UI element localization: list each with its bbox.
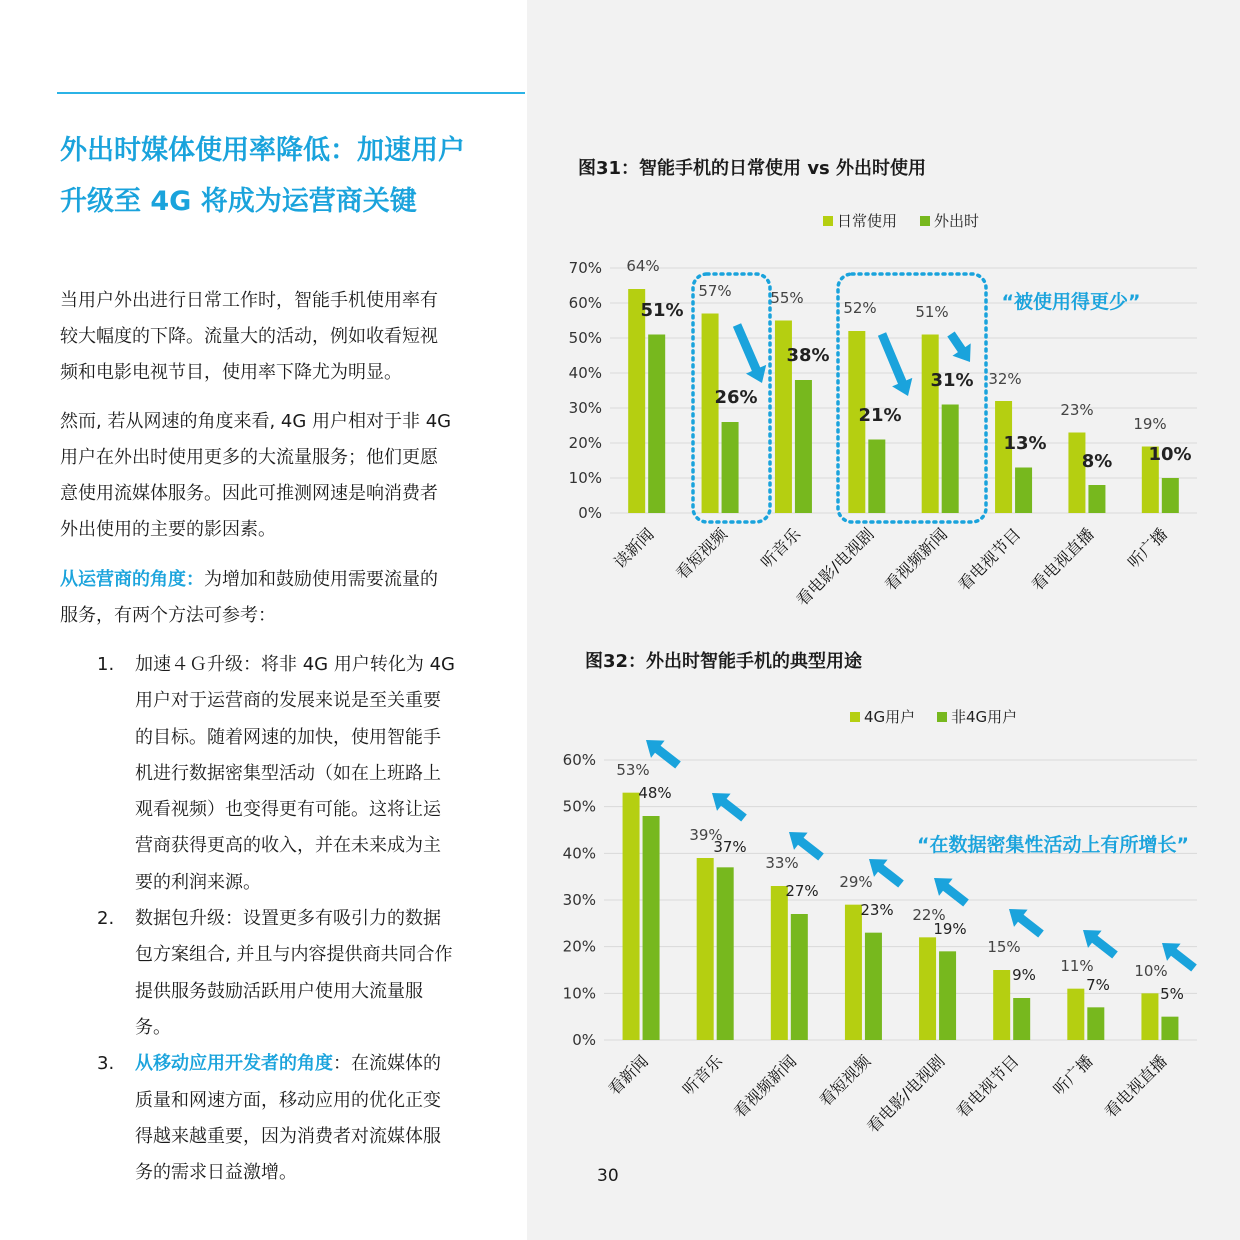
data-label: 5% (1160, 985, 1184, 1003)
data-label: 10% (1134, 962, 1168, 980)
data-label: 33% (765, 854, 799, 872)
bar-非4G用户 (717, 867, 734, 1040)
bar-非4G用户 (1087, 1007, 1104, 1040)
list-line: 务。 (135, 1016, 171, 1038)
data-label: 8% (1081, 451, 1113, 472)
data-label: 32% (988, 370, 1022, 388)
legend-swatch (937, 712, 947, 722)
bar-非4G用户 (643, 816, 660, 1040)
paragraph-line: 较大幅度的下降。流量大的活动，例如收看短视 (60, 326, 438, 347)
arrow-icon (934, 878, 969, 907)
category-label: 看视频新闻 (730, 1051, 801, 1122)
data-label: 10% (1148, 444, 1192, 465)
list-number: 1. (97, 654, 115, 675)
heading-rule (57, 92, 525, 94)
category-label: 听音乐 (756, 524, 805, 572)
category-label: 听广播 (1049, 1051, 1097, 1099)
category-label: 看短视频 (672, 524, 731, 584)
y-tick-label: 0% (578, 504, 602, 522)
data-label: 51% (915, 303, 949, 321)
bar-非4G用户 (1013, 998, 1030, 1040)
bar-4G用户 (1067, 989, 1084, 1040)
category-label: 听音乐 (678, 1051, 727, 1099)
list-line: 营商获得更高的收入，并在未来成为主 (135, 835, 441, 857)
data-label: 9% (1012, 966, 1036, 984)
bar-日常使用 (922, 335, 939, 514)
data-label: 22% (912, 906, 946, 924)
y-tick-label: 10% (568, 469, 602, 487)
category-label: 看电视节目 (954, 524, 1025, 595)
paragraph-2 (60, 404, 510, 548)
section-heading (60, 125, 530, 227)
y-tick-label: 40% (568, 364, 602, 382)
chart-31 (527, 200, 1240, 620)
list-line: 数据包升级：设置更多有吸引力的数据 (135, 908, 441, 930)
data-label: 13% (1003, 433, 1047, 454)
y-tick-label: 40% (562, 844, 596, 863)
chart-32 (527, 695, 1240, 1140)
legend-label: 4G用户 (864, 708, 916, 726)
category-label: 看视频新闻 (881, 524, 952, 595)
bar-4G用户 (623, 793, 640, 1040)
y-tick-label: 50% (562, 797, 596, 816)
data-label: 11% (1060, 957, 1094, 975)
chart-31-title: 图31：智能手机的日常使用 vs 外出时使用 (578, 158, 927, 179)
category-label: 看电影/电视剧 (863, 1051, 949, 1137)
legend-label: 外出时 (934, 212, 980, 230)
bar-非4G用户 (865, 933, 882, 1040)
page-number: 30 (597, 1166, 619, 1186)
data-label: 27% (785, 882, 819, 900)
bar-4G用户 (993, 970, 1010, 1040)
arrow-icon (733, 323, 766, 383)
bar-非4G用户 (1161, 1017, 1178, 1040)
list-number: 2. (97, 908, 115, 930)
legend-label: 日常使用 (837, 212, 898, 230)
y-tick-label: 0% (572, 1031, 596, 1049)
list-item (97, 1046, 517, 1191)
bar-外出时 (868, 440, 885, 514)
category-label: 看短视频 (815, 1051, 875, 1111)
bar-外出时 (722, 422, 739, 513)
list-line: 务的需求日益激增。 (135, 1162, 297, 1184)
y-tick-label: 30% (562, 891, 596, 909)
category-label: 看电视直播 (1027, 524, 1098, 595)
bar-非4G用户 (939, 951, 956, 1040)
data-label: 39% (689, 826, 723, 844)
list-line: 观看视频）也变得更有可能。这将让运 (135, 799, 441, 821)
list-item (97, 647, 517, 901)
recommendation-list (97, 647, 517, 1191)
bar-4G用户 (1141, 993, 1158, 1040)
arrow-icon (878, 332, 912, 396)
category-label: 看电影/电视剧 (792, 524, 878, 610)
arrow-icon (646, 740, 681, 769)
bar-4G用户 (697, 858, 714, 1040)
list-line: 得越来越重要，因为消费者对流媒体服 (135, 1125, 441, 1147)
list-number: 3. (97, 1053, 115, 1075)
chart-annotation: “在数据密集性活动上有所增长” (917, 834, 1189, 856)
list-line: 加速４Ｇ升级：将非 4G 用户转化为 4G (135, 654, 455, 675)
list-line: 用户对于运营商的发展来说是至关重要 (135, 690, 441, 712)
paragraph-line: 频和电影电视节目，使用率下降尤为明显。 (60, 362, 402, 383)
data-label: 52% (843, 299, 877, 317)
y-tick-label: 70% (568, 259, 602, 277)
data-label: 23% (1060, 401, 1094, 419)
y-tick-label: 60% (562, 751, 596, 769)
bar-外出时 (1015, 468, 1032, 514)
paragraph-3 (60, 562, 510, 634)
legend-label: 非4G用户 (951, 708, 1018, 726)
data-label: 23% (860, 901, 894, 919)
data-label: 57% (698, 282, 732, 300)
developer-perspective-highlight: 从移动应用开发者的角度 (135, 1053, 333, 1075)
data-label: 37% (713, 838, 747, 856)
legend-swatch (850, 712, 860, 722)
paragraph-line: 当用户外出进行日常工作时，智能手机使用率有 (60, 290, 438, 311)
bar-外出时 (942, 405, 959, 514)
list-line: 质量和网速方面，移动应用的优化正变 (135, 1089, 441, 1111)
heading-line-2: 升级至 4G 将成为运营商关键 (60, 186, 417, 217)
bar-日常使用 (995, 401, 1012, 513)
list-line: 要的利润来源。 (135, 871, 261, 893)
list-item (97, 901, 517, 1046)
data-label: 31% (930, 370, 974, 391)
arrow-icon (1009, 909, 1044, 938)
data-label: 53% (616, 761, 650, 779)
legend-swatch (920, 216, 930, 226)
chart-annotation: “被使用得更少” (1001, 291, 1141, 313)
arrow-icon (712, 793, 747, 822)
y-tick-label: 20% (568, 434, 602, 452)
list-line: 机进行数据密集型活动（如在上班路上 (135, 762, 441, 784)
data-label: 29% (839, 873, 873, 891)
category-label: 看电视直播 (1100, 1051, 1171, 1122)
bar-4G用户 (845, 905, 862, 1040)
legend-swatch (823, 216, 833, 226)
data-label: 51% (640, 300, 684, 321)
bar-外出时 (1088, 485, 1105, 513)
y-tick-label: 50% (568, 329, 602, 347)
bar-日常使用 (1068, 433, 1085, 514)
bar-日常使用 (628, 289, 645, 513)
data-label: 55% (770, 289, 804, 307)
bar-外出时 (795, 380, 812, 513)
paragraph-line: 然而, 若从网速的角度来看, 4G 用户相对于非 4G (60, 411, 452, 432)
data-label: 26% (714, 387, 758, 408)
data-label: 48% (638, 784, 672, 802)
category-label: 读新闻 (610, 524, 658, 572)
paragraph-line: 用户在外出时使用更多的大流量服务；他们更愿 (60, 447, 438, 468)
paragraph-line: 意使用流媒体服务。因此可推测网速是响消费者 (60, 483, 438, 504)
paragraph-line: 外出使用的主要的影因素。 (60, 519, 276, 540)
y-tick-label: 10% (562, 984, 596, 1003)
arrow-icon (947, 332, 970, 363)
data-label: 19% (933, 920, 967, 938)
bar-外出时 (1162, 478, 1179, 513)
list-line: ：在流媒体的 (333, 1053, 441, 1075)
y-tick-label: 20% (562, 937, 596, 956)
bar-外出时 (648, 335, 665, 514)
arrow-icon (869, 859, 904, 888)
arrow-icon (1083, 930, 1118, 959)
paragraph-line: 服务，有两个方法可参考： (60, 605, 276, 626)
chart-32-title: 图32：外出时智能手机的典型用途 (585, 651, 863, 672)
data-label: 21% (858, 405, 902, 426)
bar-日常使用 (702, 314, 719, 514)
category-label: 听广播 (1123, 524, 1172, 572)
bar-4G用户 (771, 886, 788, 1040)
y-tick-label: 60% (568, 294, 602, 312)
data-label: 7% (1086, 976, 1110, 994)
data-label: 15% (987, 938, 1021, 956)
list-line: 的目标。随着网速的加快，使用智能手 (135, 726, 441, 748)
list-line: 包方案组合, 并且与内容提供商共同合作 (135, 944, 453, 966)
paragraph-1 (60, 283, 510, 391)
data-label: 38% (786, 345, 830, 366)
category-label: 看新闻 (604, 1051, 652, 1099)
heading-line-1: 外出时媒体使用率降低：加速用户 (60, 135, 465, 166)
bar-非4G用户 (791, 914, 808, 1040)
paragraph-line: 为增加和鼓励使用需要流量的 (204, 569, 438, 590)
list-line: 提供服务鼓励活跃用户使用大流量服 (135, 980, 423, 1002)
bar-4G用户 (919, 937, 936, 1040)
y-tick-label: 30% (568, 399, 602, 417)
category-label: 看电视节目 (952, 1051, 1023, 1122)
data-label: 64% (626, 257, 660, 275)
operator-perspective-highlight: 从运营商的角度： (60, 569, 204, 590)
data-label: 19% (1133, 415, 1167, 433)
